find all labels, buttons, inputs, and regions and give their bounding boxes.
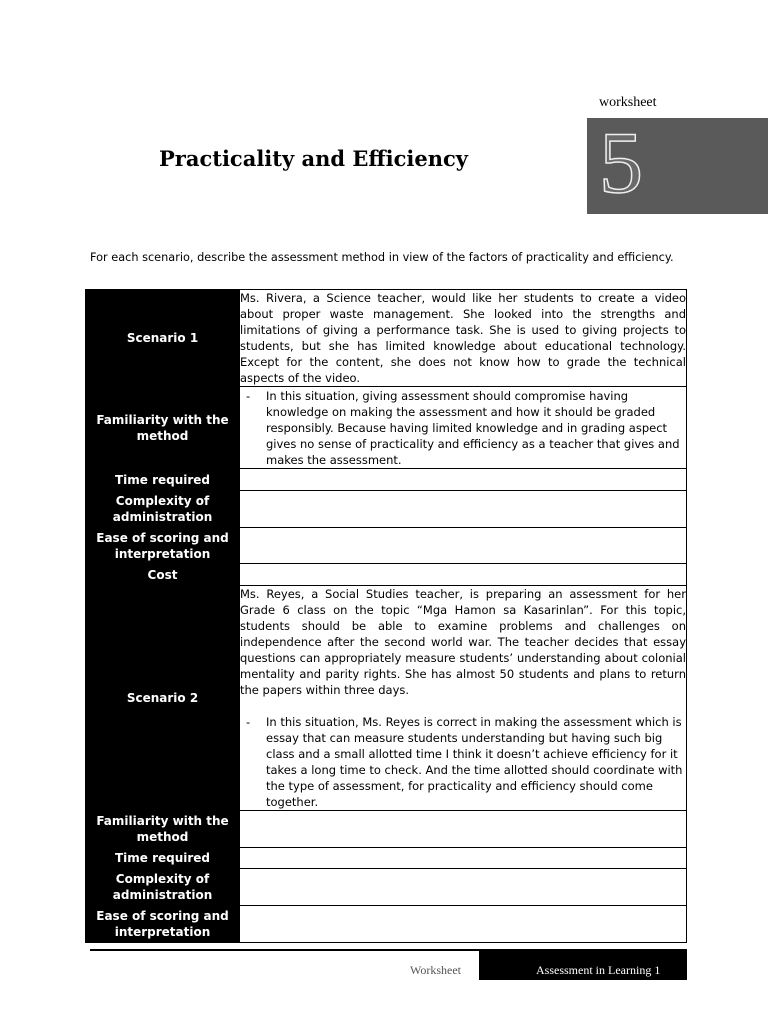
table-row: [86, 811, 687, 848]
scenario-1-text: Ms. Rivera, a Science teacher, would like her students to create a video about proper waste management. She looked into the strengths and limitations of giving a performance task. She is used to giving projects to students, but she has limited knowledge about educational technology. Except for the content, she does not know how to grade the technical aspects of the video.: [240, 291, 686, 385]
table-row: [86, 528, 687, 564]
table-row: [86, 564, 687, 586]
scenario-2-answer: - In this situation, Ms. Reyes is correct in making the assessment which is essay that can measure students understanding but having such big class and a small allotted time I think it doesn’t achieve efficiency for it takes a long time to check. And the time allotted should coordinate with the type of assessment, for practicality and efficiency should come together.: [240, 714, 686, 810]
scenario-2-label: Scenario 2: [86, 586, 240, 811]
cost-label: Cost: [86, 564, 240, 586]
time-required-answer[interactable]: [240, 469, 687, 491]
footer-course-title: Assessment in Learning 1: [536, 963, 661, 977]
complexity-answer[interactable]: [240, 491, 687, 528]
footer-course-box: [479, 950, 687, 980]
table-row: [86, 469, 687, 491]
time-required-label-2: Time required: [86, 848, 240, 869]
complexity-answer-2[interactable]: [240, 869, 687, 906]
cost-answer[interactable]: [240, 564, 687, 586]
table-row: [86, 290, 687, 387]
ease-answer-2[interactable]: [240, 906, 687, 943]
complexity-label: Complexity of administration: [86, 491, 240, 528]
worksheet-table: [85, 289, 687, 943]
table-row: [86, 586, 687, 811]
familiarity-answer: - In this situation, giving assessment should compromise having knowledge on making the assessment and how it should be graded responsibly. Because having limited knowledge and in grading aspect gives no sense of practicality and efficiency as a teacher that gives and makes the assessment.: [240, 388, 686, 468]
complexity-label-2: Complexity of administration: [86, 869, 240, 906]
ease-label-2: Ease of scoring and interpretation: [86, 906, 240, 943]
time-required-answer-2[interactable]: [240, 848, 687, 869]
ease-label: Ease of scoring and interpretation: [86, 528, 240, 564]
worksheet-number: 5: [599, 118, 643, 212]
scenario-2-cell: [240, 586, 687, 811]
scenario-2-text: Ms. Reyes, a Social Studies teacher, is preparing an assessment for her Grade 6 class on the topic “Mga Hamon sa Kasarinlan”. For this topic, students should be able to examine problems and challenges on independence after the second world war. The teacher decides that essay questions can appropriately measure students’ understanding about colonial mentality and parity rights. She has almost 50 students and plans to return the papers within three days.: [240, 587, 686, 697]
table-row: [86, 387, 687, 469]
worksheet-label: worksheet: [599, 95, 657, 110]
familiarity-label-2: Familiarity with the method: [86, 811, 240, 848]
worksheet-number-box: [587, 118, 768, 214]
scenario-1-label: Scenario 1: [86, 290, 240, 387]
familiarity-answer-2[interactable]: [240, 811, 687, 848]
table-row: [86, 491, 687, 528]
page-title: Practicality and Efficiency: [159, 146, 468, 171]
table-row: [86, 906, 687, 943]
familiarity-answer-cell[interactable]: [240, 387, 687, 469]
time-required-label: Time required: [86, 469, 240, 491]
instructions: For each scenario, describe the assessment method in view of the factors of practicality and efficiency.: [90, 251, 674, 264]
footer-worksheet-label: Worksheet: [410, 963, 462, 977]
ease-answer[interactable]: [240, 528, 687, 564]
table-row: [86, 848, 687, 869]
familiarity-label: Familiarity with the method: [86, 387, 240, 469]
table-row: [86, 869, 687, 906]
